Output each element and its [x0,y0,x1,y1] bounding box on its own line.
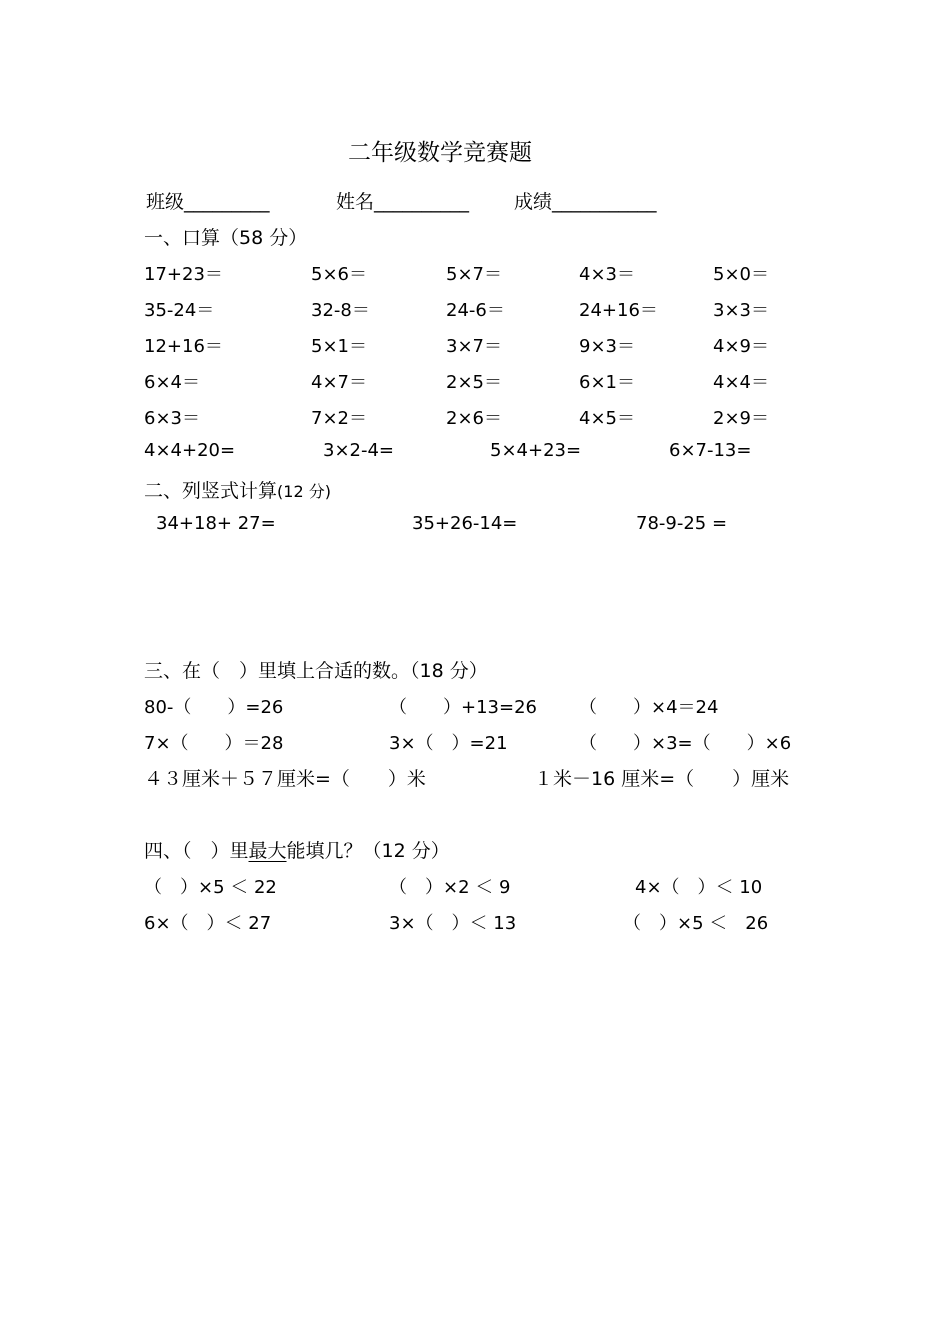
problem: 2×6＝ [446,408,502,429]
problem: 2×9＝ [713,408,769,429]
problem: 6×3＝ [144,408,200,429]
class-field: 班级_________ [146,191,270,213]
problem: 6×7-13= [669,440,752,461]
problem: 4×9＝ [713,336,769,357]
problem: 32-8＝ [311,300,370,321]
section4-title-pre: 四、（ ）里 [144,840,249,862]
problem: 5×4+23= [490,440,582,461]
problem: 7×2＝ [311,408,367,429]
problem: 5×0＝ [713,264,769,285]
problem: 2×5＝ [446,372,502,393]
problem: 6×4＝ [144,372,200,393]
problem: 35-24＝ [144,300,215,321]
problem: 7×（ ）＝28 [144,733,284,754]
problem: （ ）×5 ＜ 22 [144,877,277,898]
section2-title-main: 二、列竖式计算 [144,480,278,502]
problem: 4×（ ）＜ 10 [635,877,763,898]
name-field: 姓名__________ [336,191,470,213]
problem: 9×3＝ [579,336,635,357]
worksheet-title: 二年级数学竞赛题 [348,140,532,166]
problem: 24-6＝ [446,300,505,321]
problem: ４３厘米＋５７厘米=（ ）米 [144,768,426,790]
section4-title-emphasis: 最大 [248,840,287,862]
problem: （ ）×2 ＜ 9 [389,877,511,898]
problem: 4×4＝ [713,372,769,393]
section3-title: 三、在（ ）里填上合适的数。（18 分） [144,660,488,682]
problem: 6×1＝ [579,372,635,393]
problem: 4×4+20= [144,440,236,461]
problem: 3×2-4= [323,440,395,461]
problem: 4×3＝ [579,264,635,285]
problem: （ ）×4＝24 [579,697,719,718]
section4-title-post: 能填几？（12 分） [286,840,450,862]
problem: 24+16＝ [579,300,658,321]
section2-title [144,476,331,503]
problem: 5×6＝ [311,264,367,285]
problem: （ ）×3=（ ）×6 [579,733,792,754]
problem: 3×3＝ [713,300,769,321]
problem: 4×7＝ [311,372,367,393]
problem: 17+23＝ [144,264,223,285]
problem: １米－16 厘米=（ ）厘米 [534,768,790,790]
problem: 35+26-14= [412,513,518,534]
section2-title-points: (12 分) [277,482,331,501]
problem: （ ）×5 ＜ 26 [623,913,769,934]
problem: 3×7＝ [446,336,502,357]
problem: 4×5＝ [579,408,635,429]
problem: 5×7＝ [446,264,502,285]
problem: 6×（ ）＜ 27 [144,913,272,934]
section4-title [144,836,450,863]
problem: 80-（ ）=26 [144,697,284,718]
problem: 78-9-25 = [636,513,728,534]
problem: 5×1＝ [311,336,367,357]
problem: 3×（ ）=21 [389,733,508,754]
problem: 34+18+ 27= [156,513,276,534]
problem: 3×（ ）＜ 13 [389,913,517,934]
score-field: 成绩___________ [514,191,657,213]
section1-title: 一、口算（58 分） [144,227,308,249]
problem: （ ）+13=26 [389,697,537,718]
problem: 12+16＝ [144,336,223,357]
